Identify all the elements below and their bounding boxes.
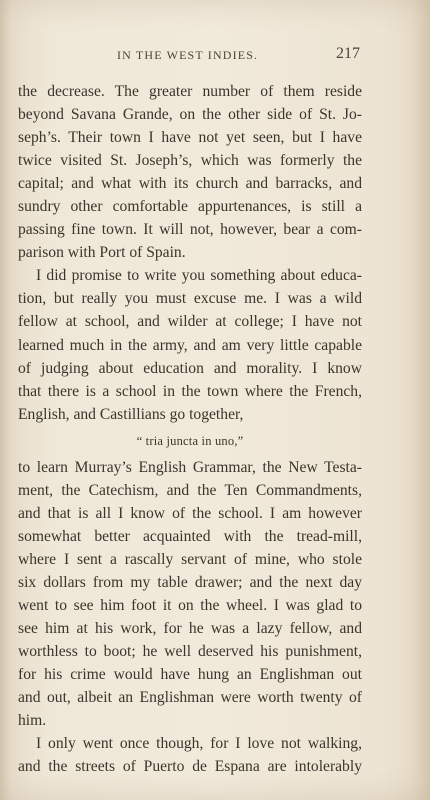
- text-line: seph’s. Their town I have not yet seen, but I have: [18, 129, 362, 147]
- text-line: fellow at school, and wilder at college; I have not: [18, 313, 362, 331]
- text-line: that there is a school in the town where the French,: [18, 382, 362, 400]
- text-line: somewhat better acquainted with the tread-mill,: [18, 527, 362, 545]
- running-head: [0, 46, 430, 70]
- text-line: learned much in the army, and am very little capable: [18, 336, 362, 354]
- text-line: parison with Port of Spain.: [18, 244, 186, 262]
- text-line: capital; and what with its church and barracks, and: [18, 175, 362, 193]
- body-text: [18, 80, 362, 778]
- paragraph-1: [18, 80, 362, 264]
- text-line: six dollars from my table drawer; and the next day: [18, 573, 362, 591]
- text-line: I only went once though, for I love not walking,: [36, 735, 362, 753]
- text-line: twice visited St. Joseph’s, which was formerly the: [18, 152, 362, 170]
- text-line: to learn Murray’s English Grammar, the New Testa-: [18, 458, 362, 476]
- text-line: passing fine town. It will not, however, bear a com-: [18, 221, 362, 239]
- text-line: him.: [18, 712, 47, 730]
- text-line: went to see him foot it on the wheel. I was glad to: [18, 596, 362, 614]
- spine-shadow: [0, 0, 10, 800]
- text-line: and the streets of Puerto de Espana are intolerably: [18, 758, 362, 776]
- text-line: for his crime would have hung an Englishman out: [18, 666, 362, 684]
- paragraph-3: [18, 456, 362, 733]
- paragraph-2: [18, 264, 362, 425]
- text-line: worthless to boot; he well deserved his punishment,: [18, 643, 362, 661]
- page-edge-shadow: [412, 0, 430, 800]
- text-line: sundry other comfortable appurtenances, is still a: [18, 198, 362, 216]
- latin-quotation: “ tria juncta in uno,”: [136, 433, 244, 448]
- text-line: where I sent a rascally servant of mine, who stole: [18, 550, 362, 568]
- text-line: of judging about education and morality. I know: [18, 359, 362, 377]
- text-line: and out, albeit an Englishman were worth twenty of: [18, 689, 362, 707]
- page-number: 217: [336, 45, 360, 62]
- text-line: the decrease. The greater number of them reside: [18, 83, 362, 100]
- text-line: ment, the Catechism, and the Ten Commandments,: [18, 481, 362, 499]
- text-line: and that is all I know of the school. I am however: [18, 504, 362, 522]
- text-line: tion, but really you must excuse me. I was a wild: [18, 290, 362, 308]
- paragraph-4: [18, 732, 362, 778]
- text-line: beyond Savana Grande, on the other side of St. Jo-: [18, 106, 362, 124]
- text-line: see him at his work, for he was a lazy fellow, and: [18, 620, 362, 638]
- text-line: I did promise to write you something about educa-: [36, 267, 362, 285]
- running-title: IN THE WEST INDIES.: [117, 48, 259, 62]
- text-line: English, and Castillians go together,: [18, 405, 244, 423]
